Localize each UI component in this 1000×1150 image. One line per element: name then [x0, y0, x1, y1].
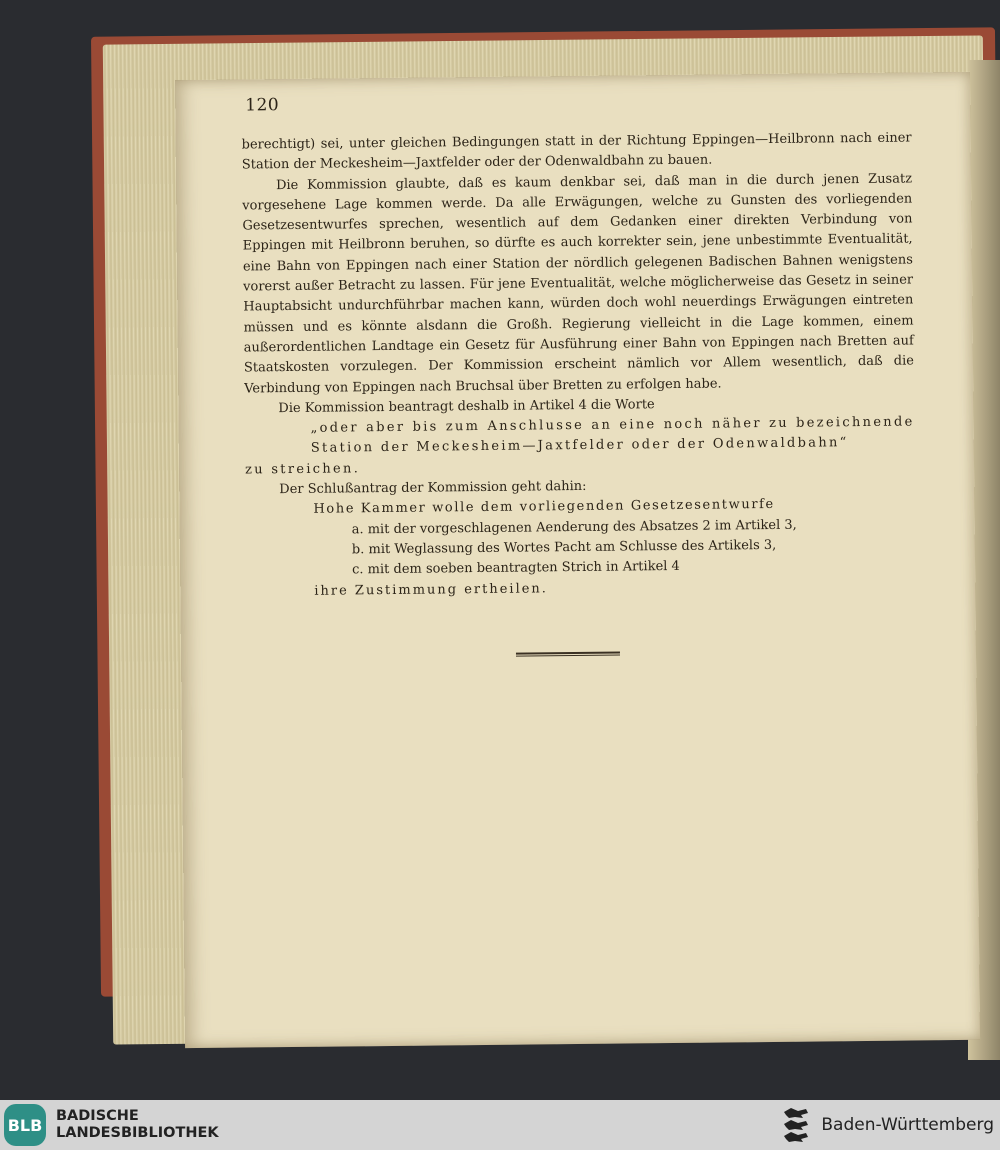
motion-intro: Der Schlußantrag der Kommission geht dahin: [279, 478, 587, 498]
footer-bar [0, 1100, 1000, 1150]
quote-tail: zu streichen. [244, 461, 361, 478]
body-text [242, 128, 917, 602]
paragraph-2: Die Kommission glaubte, daß es kaum denkbar sei, daß man in die durch jenen Zusatz vorgesehene Lage kommen werde. Da alle Erwägungen, welche zu Gunsten des vorliegenden Gesetzesentwurfes sprechen, wesentlich auf dem Gedanken einer direkten Verbindung von Eppingen mit Heilbronn beruhen, so dürfte es auch korrekter sein, jene unbestimmte Eventualität, eine Bahn von Eppingen nach einer Station der nördlich gelegenen Badischen Bahnen wenigstens vorerst außer Betracht zu lassen. Für jene Eventualität, welche möglicherweise das Gesetz in seiner Hauptabsicht undurchführbar machen kann, würden doch wohl neuerdings Erwägungen eintreten müssen und es könnte alsdann die Großh. Regierung vielleicht in die Lage kommen, einem außerordentlichen Landtage ein Gesetz für Ausführung einer Bahn von Eppingen nach Bretten auf Staatskosten vorzulegen. Der Kommission erscheint nämlich vor Allem wesentlich, daß die Verbindung von Eppingen nach Bruchsal über Bretten zu erfolgen habe. [242, 171, 915, 397]
page-number: 120 [245, 95, 280, 116]
paragraph-3: Die Kommission beantragt deshalb in Artikel 4 die Worte [278, 397, 655, 416]
motion-tail: ihre Zustimmung ertheilen. [314, 580, 548, 599]
blb-name [56, 1108, 219, 1142]
blb-logo-icon: BLB [4, 1104, 46, 1146]
blb-name-line1: BADISCHE [56, 1108, 139, 1124]
paragraph-1: berechtigt) sei, unter gleichen Bedingungen statt in der Richtung Eppingen—Heilbronn nach einer Station der Meckesheim—Jaxtfelder oder der Odenwaldbahn zu bauen. [241, 130, 912, 173]
bw-lions-icon [781, 1106, 811, 1144]
bw-branding[interactable] [781, 1106, 1000, 1144]
blb-branding[interactable] [0, 1104, 219, 1146]
motion-item-c: c. mit dem soeben beantragten Strich in Artikel 4 [352, 559, 680, 578]
bw-name: Baden-Württemberg [821, 1115, 994, 1135]
book-page [175, 72, 980, 1048]
blb-name-line2: LANDESBIBLIOTHEK [56, 1125, 219, 1141]
quoted-words: „oder aber bis zum Anschlusse an eine noch näher zu bezeichnende Station der Meckesheim—Jaxtfelder oder der Odenwaldbahn“ [310, 414, 915, 457]
motion-head: Hohe Kammer wolle dem vorliegenden Gesetzesentwurfe [313, 497, 775, 518]
motion-item-b: b. mit Weglassung des Wortes Pacht am Schlusse des Artikels 3, [351, 537, 777, 558]
section-divider [516, 652, 620, 657]
motion-item-a: a. mit der vorgeschlagenen Aenderung des Absatzes 2 im Artikel 3, [351, 517, 797, 538]
